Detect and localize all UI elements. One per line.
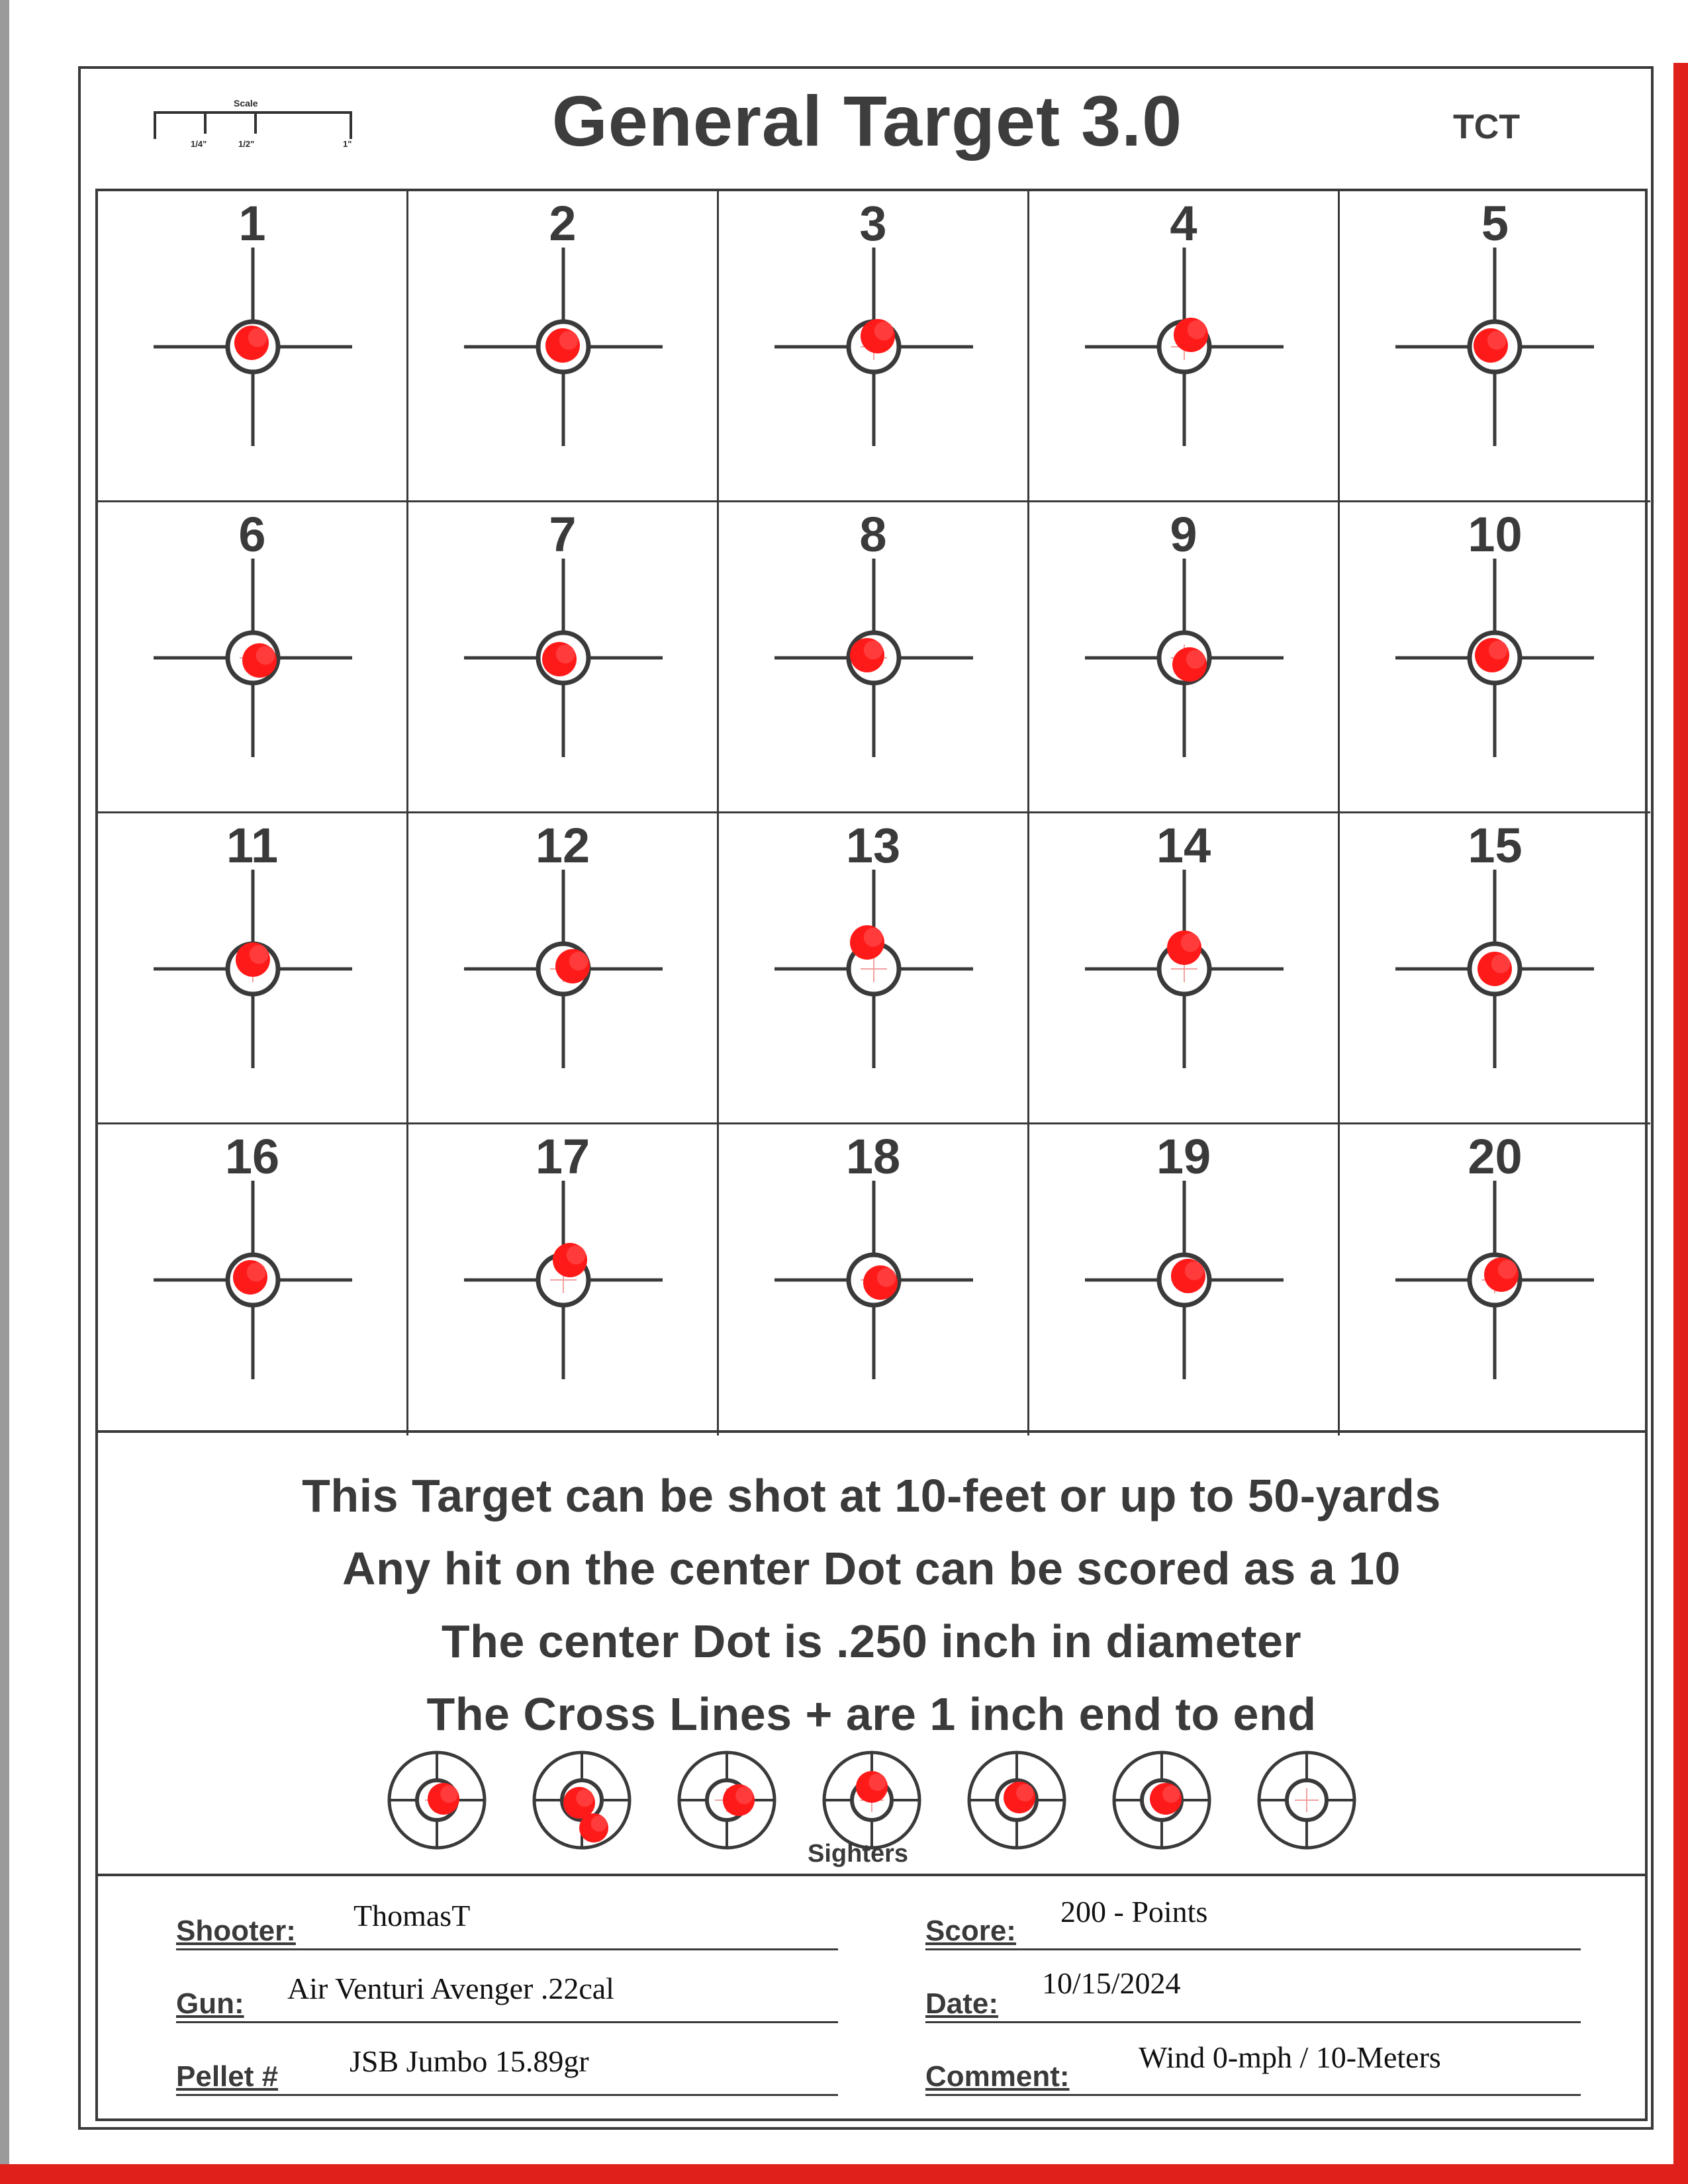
comment-label: Comment: <box>925 2060 1070 2093</box>
shooter-field <box>176 1896 838 1956</box>
target-cell <box>98 813 408 1124</box>
scale-tick <box>154 111 156 139</box>
shot-hole-fray <box>1162 1786 1180 1803</box>
shot-hole-fray <box>559 331 579 350</box>
target-cell <box>408 1124 719 1435</box>
shooter-value: ThomasT <box>353 1899 471 1933</box>
target-crosshair <box>1340 502 1650 813</box>
target-number: 19 <box>1156 1129 1211 1184</box>
target-crosshair <box>408 191 719 502</box>
target-cell <box>1340 1124 1650 1435</box>
target-cell <box>1340 813 1650 1124</box>
shot-hole-fray <box>247 1263 266 1282</box>
target-crosshair <box>98 1124 408 1435</box>
shot-hole-fray <box>735 1787 753 1804</box>
target-crosshair <box>98 502 408 813</box>
target-crosshair <box>98 191 408 502</box>
target-number: 18 <box>845 1129 901 1184</box>
score-value: 200 - Points <box>1060 1895 1208 1929</box>
target-crosshair <box>408 1124 719 1435</box>
page-title: General Target 3.0 <box>551 81 1183 161</box>
pellet-field <box>176 2042 838 2101</box>
target-crosshair <box>1340 191 1650 502</box>
pellet-label: Pellet # <box>176 2060 279 2093</box>
target-crosshair <box>1029 502 1340 813</box>
shot-hole-fray <box>1016 1784 1033 1801</box>
scale-ruler <box>151 98 363 158</box>
shot-hole-fray <box>250 945 269 964</box>
target-cell <box>1029 1124 1340 1435</box>
scale-tick-label: 1/4" <box>191 139 207 149</box>
date-value: 10/15/2024 <box>1042 1966 1181 2000</box>
target-number: 20 <box>1468 1129 1523 1184</box>
target-number: 11 <box>226 818 279 873</box>
comment-value: Wind 0-mph / 10-Meters <box>1139 2040 1441 2074</box>
target-cell <box>408 502 719 813</box>
scale-bar <box>154 111 352 114</box>
shooter-label: Shooter: <box>176 1915 296 1947</box>
instruction-line: Any hit on the center Dot can be scored as a 10 <box>342 1543 1401 1594</box>
shot-hole-fray <box>1489 641 1508 660</box>
target-crosshair <box>719 813 1029 1124</box>
target-crosshair <box>1029 191 1340 502</box>
target-crosshair <box>1029 1124 1340 1435</box>
shot-hole-fray <box>256 646 275 665</box>
scale-tick <box>350 111 352 139</box>
target-crosshair <box>1029 813 1340 1124</box>
comment-field <box>925 2042 1581 2101</box>
shot-hole-fray <box>440 1786 457 1803</box>
date-label: Date: <box>925 1987 999 2020</box>
score-field <box>925 1896 1581 1956</box>
form-underline <box>176 2021 838 2023</box>
target-cell <box>408 191 719 502</box>
scale-tick-label: 1" <box>343 139 352 149</box>
scale-label: Scale <box>234 98 258 109</box>
target-cell <box>1340 502 1650 813</box>
target-number: 6 <box>238 507 266 562</box>
target-crosshair <box>1340 1124 1650 1435</box>
form-underline <box>925 1948 1581 1950</box>
sighter-target <box>969 1752 1064 1848</box>
shot-hole-fray <box>576 1790 593 1807</box>
target-cell <box>719 191 1029 502</box>
target-cell <box>1029 191 1340 502</box>
gun-field <box>176 1969 838 2028</box>
target-number: 1 <box>238 196 266 251</box>
target-crosshair <box>719 191 1029 502</box>
shot-hole-fray <box>591 1815 607 1831</box>
target-cell <box>408 813 719 1124</box>
shot-hole-fray <box>868 1774 886 1791</box>
target-cell <box>98 502 408 813</box>
shot-hole-fray <box>1498 1260 1517 1279</box>
shot-hole-fray <box>874 322 894 341</box>
score-label: Score: <box>925 1915 1016 1947</box>
shot-hole-fray <box>1491 954 1511 974</box>
gun-value: Air Venturi Avenger .22cal <box>287 1972 614 2005</box>
form-underline <box>176 1948 838 1950</box>
shot-hole-fray <box>1181 933 1200 952</box>
scan-edge-bottom <box>0 2164 1688 2184</box>
target-number: 8 <box>859 507 887 562</box>
target-cell <box>1340 191 1650 502</box>
target-crosshair <box>719 502 1029 813</box>
sighter-target <box>1114 1752 1209 1848</box>
shot-hole-fray <box>864 928 883 947</box>
form-underline <box>925 2094 1581 2096</box>
target-cell <box>98 191 408 502</box>
header-tag: TCT <box>1453 108 1521 146</box>
target-number: 5 <box>1481 196 1509 251</box>
target-number: 3 <box>859 196 887 251</box>
target-cell <box>719 1124 1029 1435</box>
shot-hole-fray <box>877 1268 896 1287</box>
instruction-line: The Cross Lines + are 1 inch end to end <box>426 1688 1317 1740</box>
gun-label: Gun: <box>176 1987 244 2020</box>
target-number: 4 <box>1170 196 1197 251</box>
pellet-value: JSB Jumbo 15.89gr <box>350 2044 589 2078</box>
shot-hole-fray <box>864 641 883 660</box>
instruction-line: The center Dot is .250 inch in diameter <box>441 1615 1302 1667</box>
target-number: 12 <box>535 818 590 873</box>
target-crosshair <box>408 502 719 813</box>
target-number: 14 <box>1156 818 1211 873</box>
target-crosshair <box>408 813 719 1124</box>
sighter-target <box>824 1752 919 1848</box>
shot-hole-fray <box>567 1246 586 1265</box>
target-number: 9 <box>1170 507 1197 562</box>
scale-tick <box>204 111 207 134</box>
target-number: 7 <box>549 507 577 562</box>
shot-hole-fray <box>569 952 588 971</box>
target-cell <box>719 502 1029 813</box>
sighter-target <box>534 1752 630 1848</box>
target-crosshair <box>98 813 408 1124</box>
target-cell <box>1029 502 1340 813</box>
target-number: 16 <box>224 1129 280 1184</box>
target-number: 2 <box>549 196 577 251</box>
target-crosshair <box>1340 813 1650 1124</box>
scan-edge-left <box>0 0 9 2184</box>
sighter-target <box>679 1752 774 1848</box>
instruction-line: This Target can be shot at 10-feet or up to 50-yards <box>302 1470 1441 1522</box>
scale-tick <box>254 111 257 134</box>
target-cell <box>98 1124 408 1435</box>
sighter-target <box>1259 1752 1354 1848</box>
date-field <box>925 1966 1581 2028</box>
shot-hole-fray <box>1186 650 1205 669</box>
score-form <box>95 1876 1648 2121</box>
target-cell <box>1029 813 1340 1124</box>
scale-tick-label: 1/2" <box>238 139 255 149</box>
shot-hole-fray <box>556 645 575 664</box>
target-number: 13 <box>845 818 901 873</box>
form-underline <box>925 2021 1581 2023</box>
sighter-target <box>389 1752 485 1848</box>
shot-hole-fray <box>1188 320 1207 340</box>
shot-hole-fray <box>1487 331 1507 350</box>
scan-edge-right <box>1673 63 1688 2184</box>
shot-hole-fray <box>248 328 267 347</box>
target-cell <box>719 813 1029 1124</box>
target-crosshair <box>719 1124 1029 1435</box>
target-number: 10 <box>1468 507 1523 562</box>
target-number: 15 <box>1468 818 1523 873</box>
form-underline <box>176 2094 838 2096</box>
target-grid <box>95 189 1648 1433</box>
sighters-label: Sighters <box>808 1840 909 1868</box>
target-number: 17 <box>535 1129 590 1184</box>
shot-hole-fray <box>1185 1261 1204 1281</box>
